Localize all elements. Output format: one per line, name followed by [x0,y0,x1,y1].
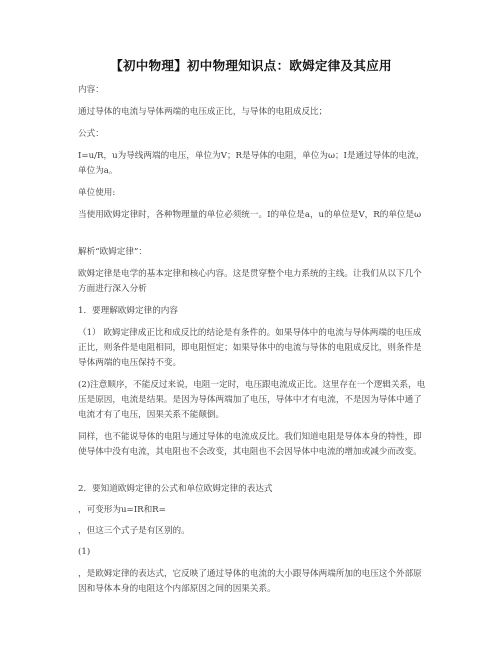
paragraph: 通过导体的电流与导体两端的电压成正比，与导体的电阻成反比； [78,107,328,117]
paragraph: 单位使用: [78,188,116,198]
paragraph: （1） 欧姆定律成正比和成反比的结论是有条件的。如果导体中的电流与导体两端的电压成正比，则条件是电阻相同，即电阻恒定；如果导体中的电流与导体的电阻成反比，则条件是导体两端的电压保持不变。 [78,328,422,368]
paragraph: 当使用欧姆定律时，各种物理量的单位必须统一。I的单位是a，u的单位是V，R的单位是ω [78,210,422,220]
paragraph: I=u/R，u为导线两端的电压，单位为V；R是导体的电阻，单位为ω；I是通过导体的电流，单位为a。 [78,151,425,176]
paragraph: (1) [78,547,91,557]
paragraph: 内容： [78,85,104,95]
document-title: 【初中物理】初中物理知识点：欧姆定律及其应用 [110,58,392,73]
paragraph: 同样，也不能说导体的电阻与通过导体的电流成反比。我们知道电阻是导体本身的特性，即使导体中没有电流，其电阻也不会改变，其电阻也不会因导体中电流的增加或减少而改变。 [78,432,422,457]
paragraph: 欧姆定律是电学的基本定律和核心内容。这是贯穿整个电力系统的主线。让我们从以下几个方面进行深入分析 [78,269,422,294]
paragraph: ，但这三个式子是有区别的。 [78,526,190,536]
paragraph: 1．要理解欧姆定律的内容 [78,306,178,316]
paragraph: 解析“欧姆定律”： [78,247,147,257]
paragraph: 公式： [78,129,104,139]
paragraph: (2)注意顺序，不能反过来说，电阻一定时，电压跟电流成正比。这里存在一个逻辑关系，电压是原因，电流是结果。是因为导体两端加了电压，导体中才有电流，不是因为导体中通了电流才有了电压，因果关系不能颠倒。 [78,380,426,420]
paragraph: ，可变形为u=IR和R= [78,505,166,515]
paragraph: 2．要知道欧姆定律的公式和单位欧姆定律的表达式 [78,484,273,494]
paragraph: ，是欧姆定律的表达式，它反映了通过导体的电流的大小跟导体两端所加的电压这个外部原因和导体本身的电阻这个内部原因之间的因果关系。 [78,569,422,594]
